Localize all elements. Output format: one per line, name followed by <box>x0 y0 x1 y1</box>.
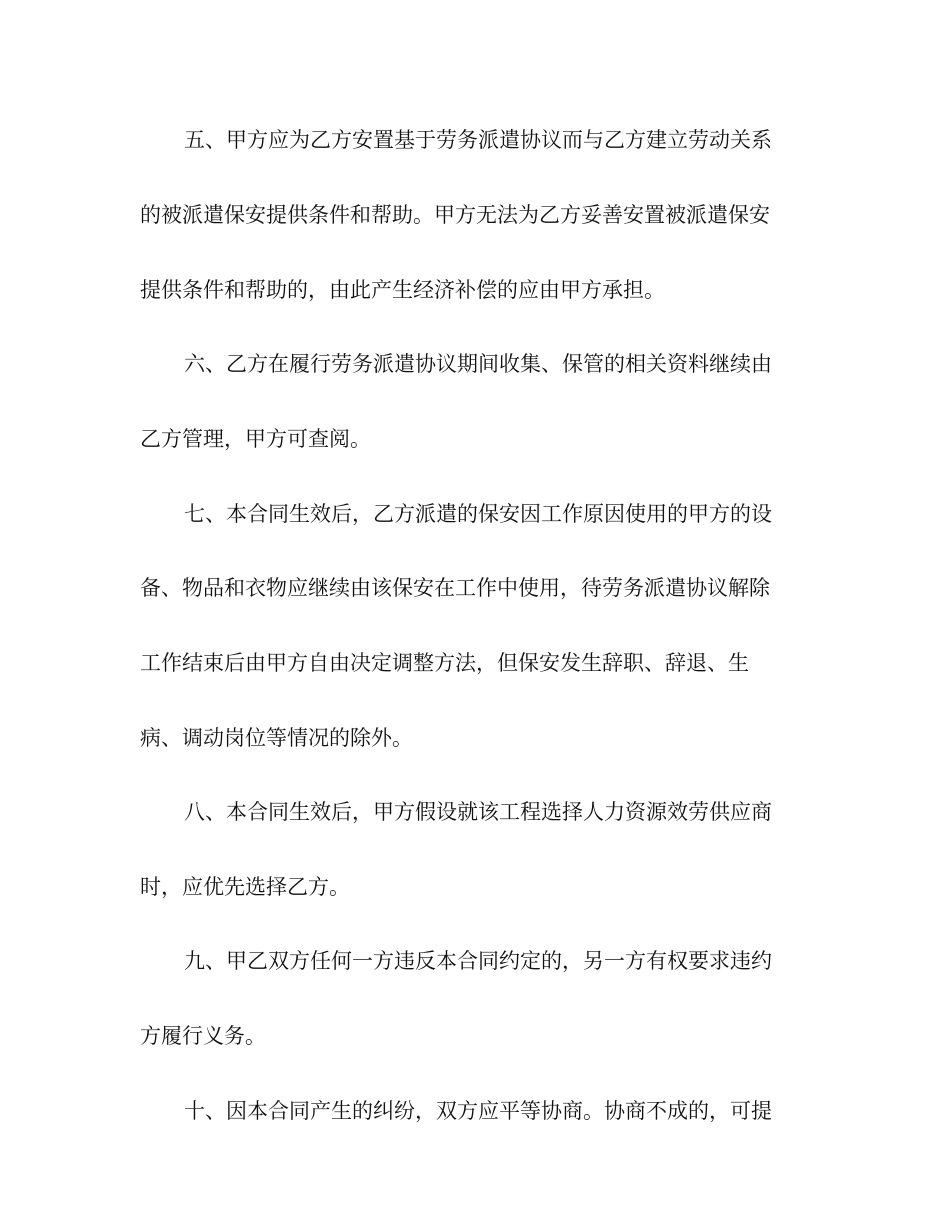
clause-5-line-2: 的被派遣保安提供条件和帮助。甲方无法为乙方妥善安置被派遣保安 <box>140 203 770 227</box>
clause-9-line-2: 方履行义务。 <box>140 1024 266 1048</box>
clause-10-line-1: 十、因本合同产生的纠纷，双方应平等协商。协商不成的，可提 <box>184 1099 772 1123</box>
clause-8-line-2: 时，应优先选择乙方。 <box>140 875 350 899</box>
clause-5-line-3: 提供条件和帮助的，由此产生经济补偿的应由甲方承担。 <box>140 278 665 302</box>
clause-9-line-1: 九、甲乙双方任何一方违反本合同约定的，另一方有权要求违约 <box>184 949 772 973</box>
clause-7-line-1: 七、本合同生效后，乙方派遣的保安因工作原因使用的甲方的设 <box>184 502 772 526</box>
clause-7-line-4: 病、调动岗位等情况的除外。 <box>140 726 413 750</box>
clause-8-line-1: 八、本合同生效后，甲方假设就该工程选择人力资源效劳供应商 <box>184 800 772 824</box>
clause-7-line-2: 备、物品和衣物应继续由该保安在工作中使用，待劳务派遣协议解除 <box>140 576 770 600</box>
clause-7-line-3: 工作结束后由甲方自由决定调整方法，但保安发生辞职、辞退、生 <box>140 651 749 675</box>
clause-5-line-1: 五、甲方应为乙方安置基于劳务派遣协议而与乙方建立劳动关系 <box>184 128 772 152</box>
clause-6-line-1: 六、乙方在履行劳务派遣协议期间收集、保管的相关资料继续由 <box>184 352 772 376</box>
clause-6-line-2: 乙方管理，甲方可查阅。 <box>140 427 371 451</box>
